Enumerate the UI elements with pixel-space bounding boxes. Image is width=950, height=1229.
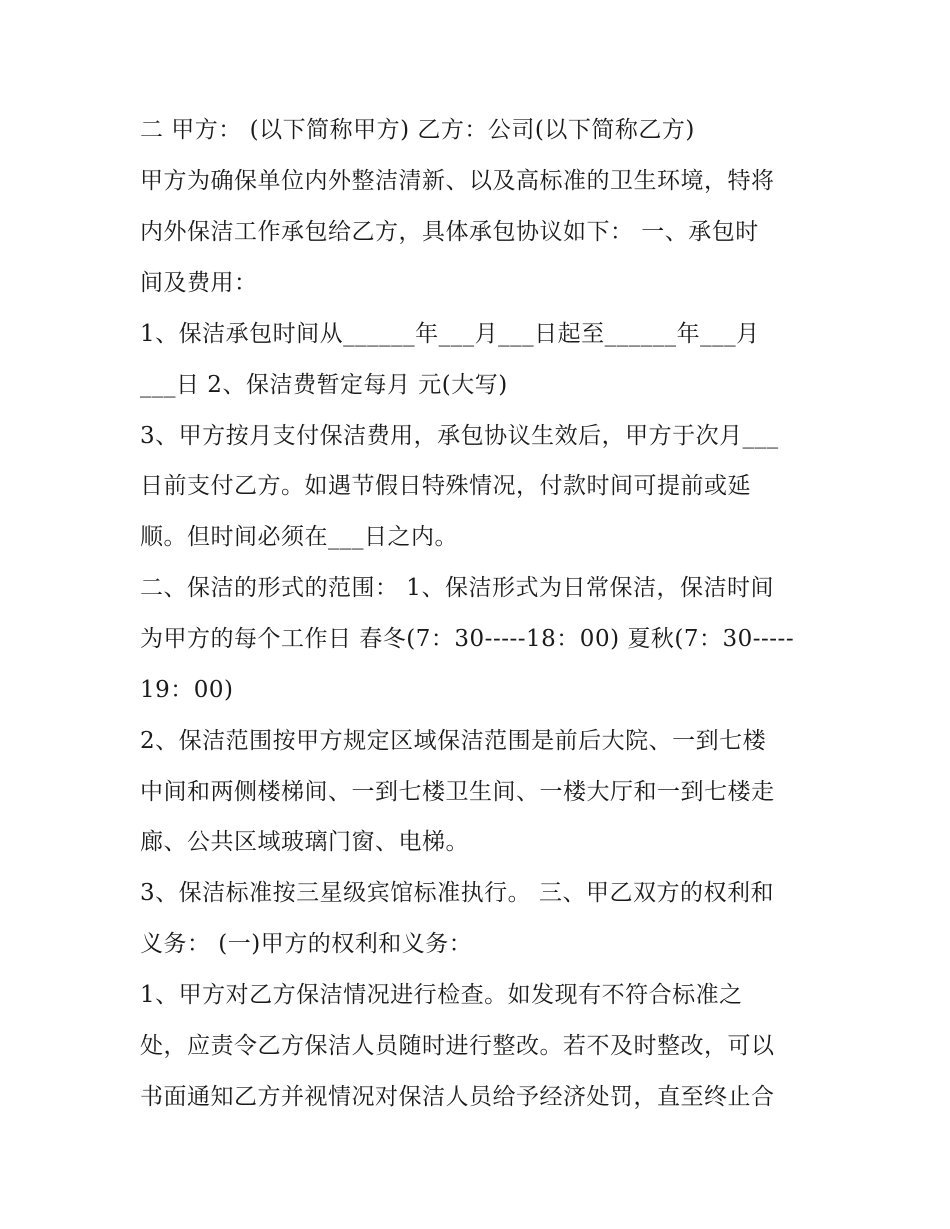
text-line: 1、保洁承包时间从______年___月___日起至______年___月	[140, 321, 760, 347]
text-line: 二、保洁的形式的范围： 1、保洁形式为日常保洁，保洁时间	[140, 575, 774, 601]
text-line: 甲方为确保单位内外整洁清新、以及高标准的卫生环境，特将	[140, 168, 775, 194]
text-line: 3、甲方按月支付保洁费用，承包协议生效后，甲方于次月___	[140, 423, 779, 449]
text-line: 处，应责令乙方保洁人员随时进行整改。若不及时整改，可以	[140, 1033, 775, 1059]
text-line: 2、保洁范围按甲方规定区域保洁范围是前后大院、一到七楼	[140, 728, 767, 754]
text-line: 中间和两侧楼梯间、一到七楼卫生间、一楼大厅和一到七楼走	[140, 779, 775, 805]
text-line: 书面通知乙方并视情况对保洁人员给予经济处罚，直至终止合	[140, 1084, 775, 1110]
text-line: 为甲方的每个工作日 春冬(7：30-----18：00) 夏秋(7：30-----	[140, 626, 795, 652]
text-line: 1、甲方对乙方保洁情况进行检查。如发现有不符合标准之	[140, 982, 743, 1008]
text-line: 义务： (一)甲方的权利和义务：	[140, 931, 473, 957]
text-line: 3、保洁标准按三星级宾馆标准执行。 三、甲乙双方的权利和	[140, 880, 774, 906]
text-line: 19：00)	[140, 677, 234, 703]
text-line: 间及费用：	[140, 270, 258, 296]
text-line: 廊、公共区域玻璃门窗、电梯。	[140, 829, 469, 855]
text-line: 顺。但时间必须在___日之内。	[140, 524, 458, 550]
text-line: ___日 2、保洁费暂定每月 元(大写)	[140, 372, 508, 398]
text-line: 内外保洁工作承包给乙方，具体承包协议如下： 一、承包时	[140, 219, 759, 245]
text-line: 日前支付乙方。如遇节假日特殊情况，付款时间可提前或延	[140, 473, 751, 499]
text-line: 二 甲方： (以下简称甲方) 乙方：公司(以下简称乙方)	[140, 117, 695, 143]
